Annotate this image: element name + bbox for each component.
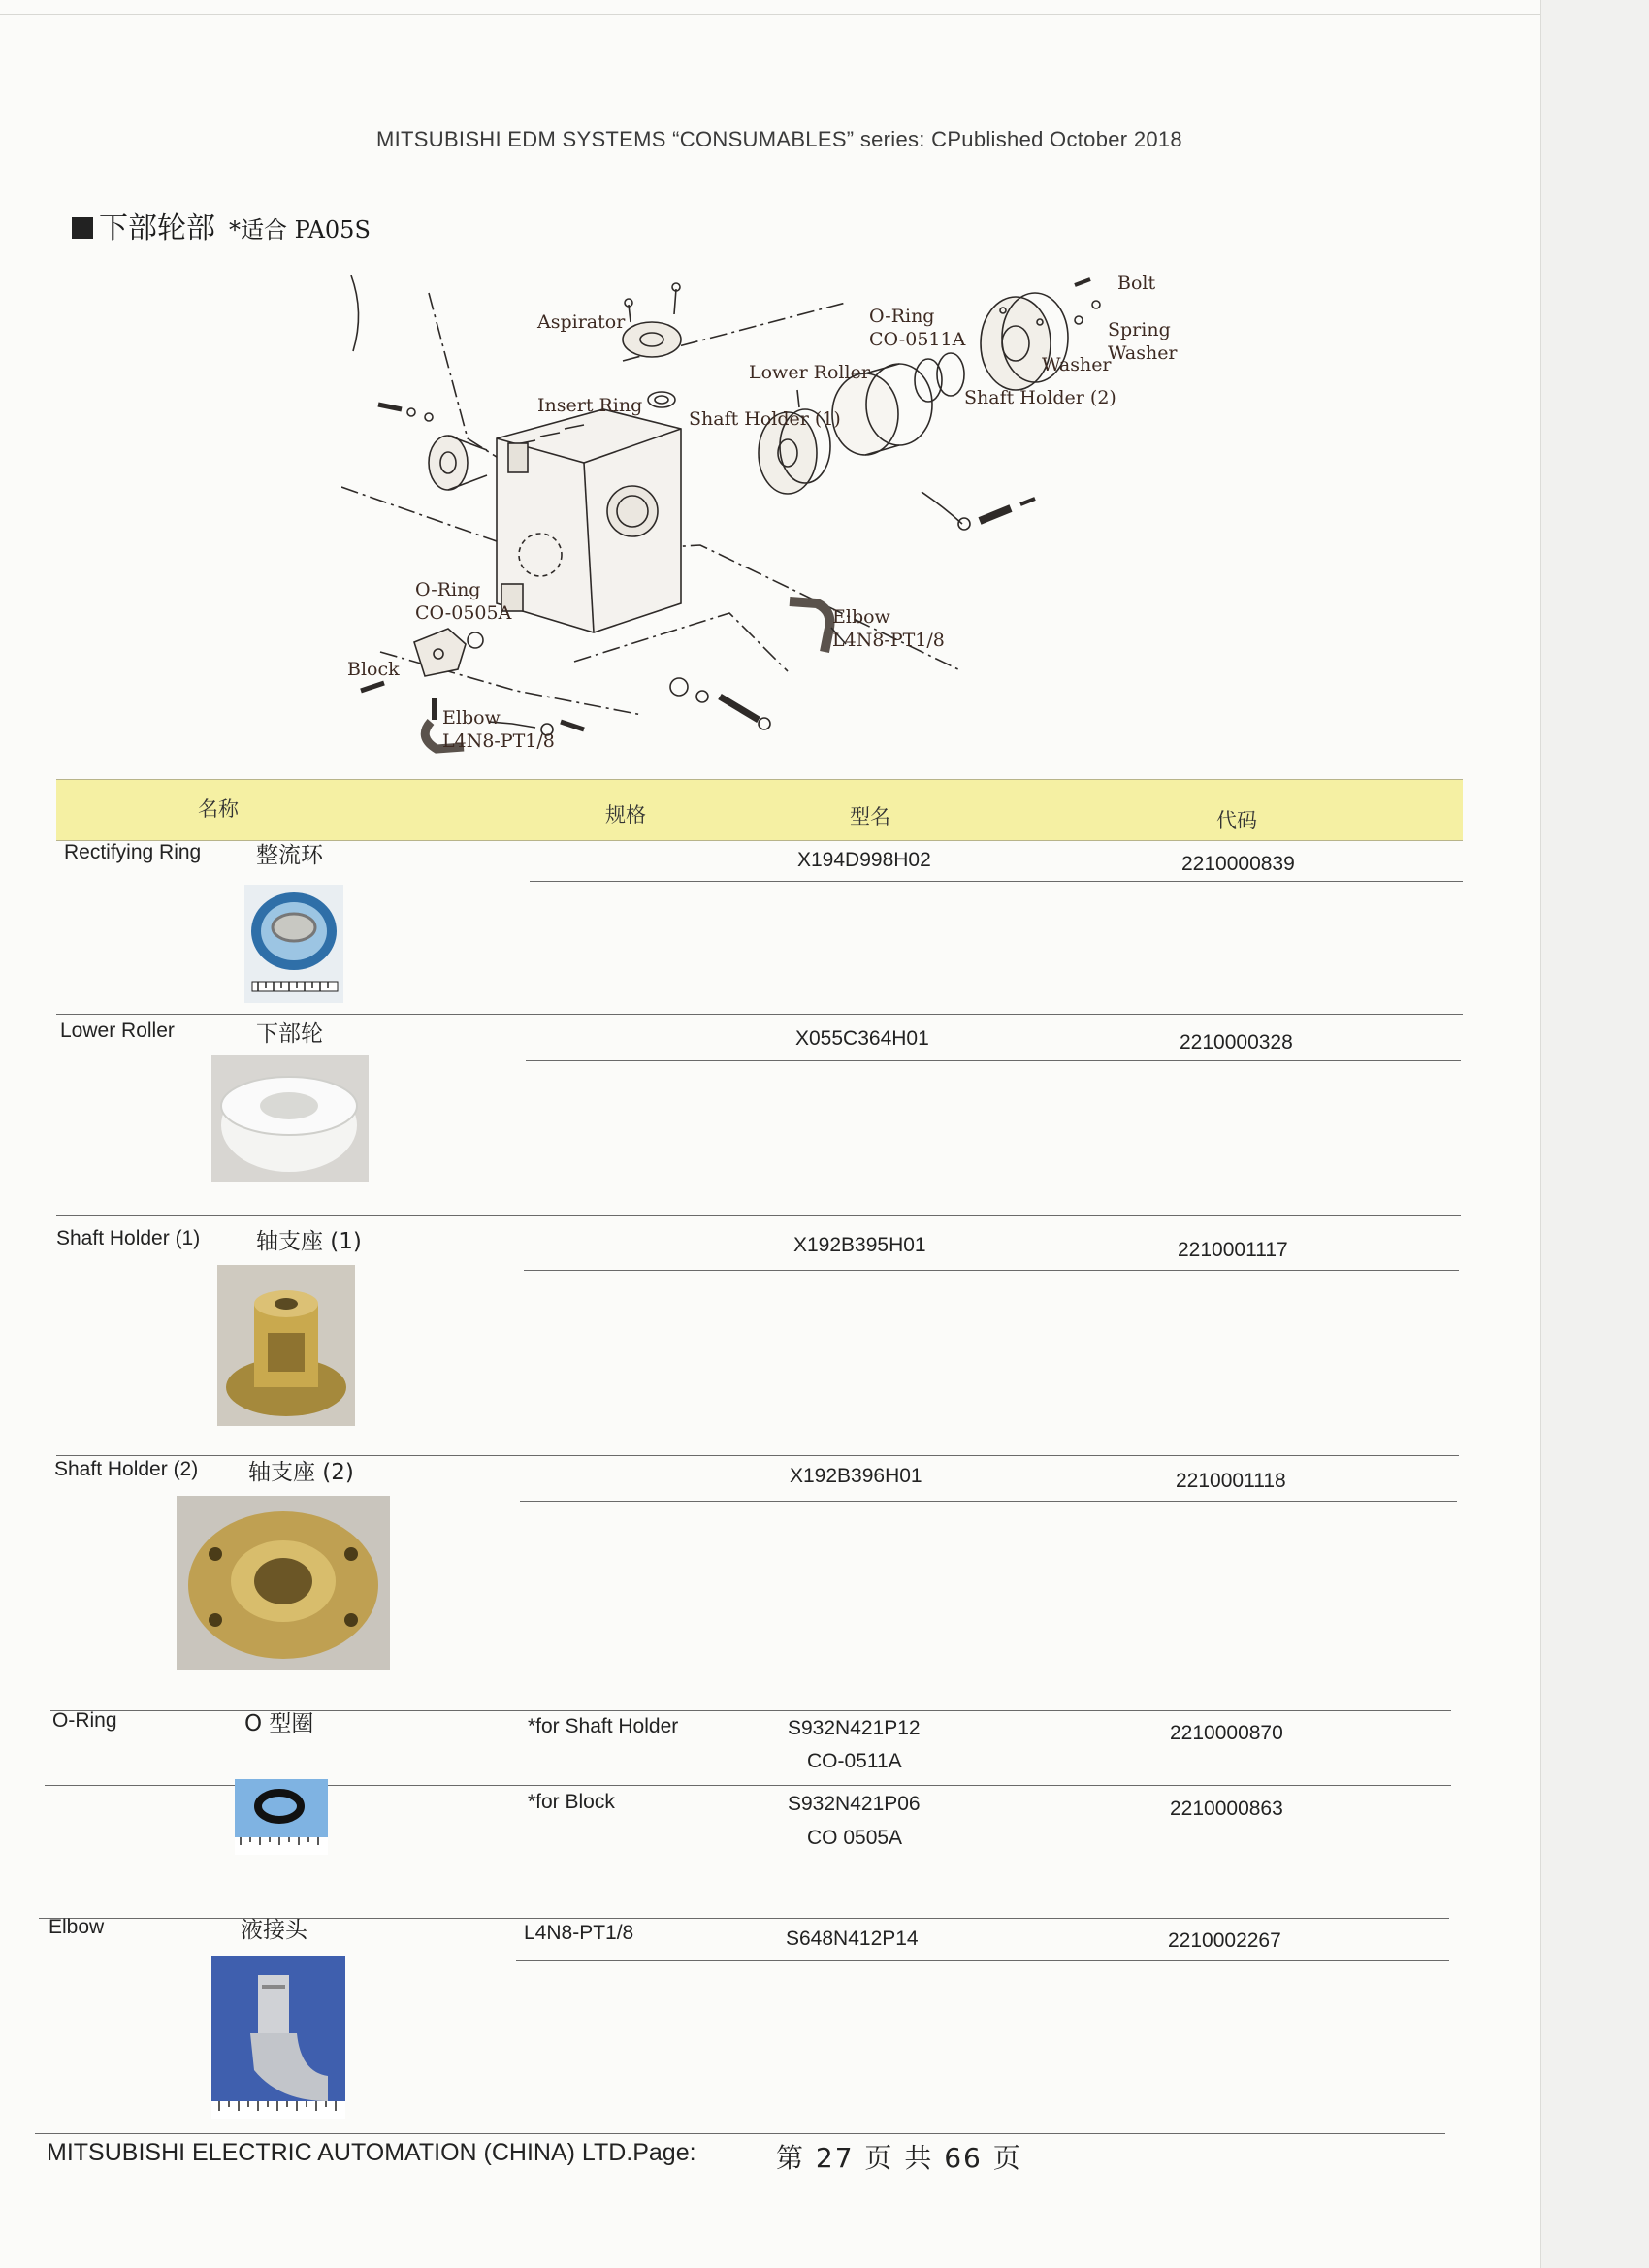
square-bullet-icon <box>72 217 93 239</box>
col-model-header: 型名 <box>850 805 890 828</box>
label-elbow-bottom: Elbow <box>442 707 501 729</box>
label-insert-ring: Insert Ring <box>537 395 643 416</box>
label-oring-left-code: CO-0505A <box>415 602 512 624</box>
row-model-b: S932N421P06 <box>788 1793 921 1815</box>
label-oring-left: O-Ring <box>415 579 481 600</box>
row-name-en: Rectifying Ring <box>64 841 202 863</box>
label-lower-roller: Lower Roller <box>749 362 870 383</box>
label-shaft-holder-2: Shaft Holder (2) <box>964 387 1116 408</box>
label-oring-top-code: CO-0511A <box>869 329 966 350</box>
label-block: Block <box>347 659 400 680</box>
section-fit-note: *适合 PA05S <box>229 216 371 243</box>
row-bottom-border <box>35 2133 1445 2134</box>
label-elbow-bottom-code: L4N8-PT1/8 <box>442 730 555 752</box>
row-name-zh: 轴支座 (1) <box>256 1229 362 1254</box>
col-code-header: 代码 <box>1216 809 1257 832</box>
row-bottom-border <box>56 1014 1463 1015</box>
row-code: 2210002267 <box>1168 1929 1281 1952</box>
col-spec-header: 规格 <box>605 803 646 826</box>
row-spec-b: *for Block <box>528 1791 615 1813</box>
row-name-zh: 轴支座 (2) <box>248 1460 354 1485</box>
label-spring: Spring <box>1108 319 1171 340</box>
lower-roller-photo <box>211 1055 369 1182</box>
rectifying-ring-photo <box>244 885 343 1003</box>
row-model: X192B395H01 <box>793 1234 926 1256</box>
row-code: 2210000870 <box>1170 1722 1283 1744</box>
row-model-b-alt: CO 0505A <box>807 1827 903 1849</box>
oring-photo <box>235 1779 328 1855</box>
section-title-text: 下部轮部 <box>99 211 215 245</box>
row-code: 2210000328 <box>1180 1031 1293 1053</box>
label-aspirator: Aspirator <box>537 311 626 333</box>
label-oring-top: O-Ring <box>869 306 935 327</box>
shaft-holder-2-photo <box>177 1496 390 1670</box>
row-spec: *for Shaft Holder <box>528 1715 679 1737</box>
label-spring-washer: Washer <box>1108 342 1178 364</box>
label-shaft-holder-1: Shaft Holder (1) <box>689 408 841 430</box>
footer-page-number: 第 27 页 共 66 页 <box>776 2142 1022 2174</box>
page-right-edge <box>1540 0 1649 2268</box>
row-divider <box>526 1060 1461 1061</box>
row-name-zh: O 型圈 <box>244 1711 314 1736</box>
label-bolt: Bolt <box>1117 273 1156 294</box>
row-model: S932N421P12 <box>788 1717 921 1739</box>
row-name-en: Elbow <box>48 1916 105 1938</box>
row-divider <box>524 1270 1459 1271</box>
row-code-b: 2210000863 <box>1170 1798 1283 1820</box>
label-elbow-right-code: L4N8-PT1/8 <box>832 630 945 651</box>
row-bottom-border <box>56 1215 1461 1216</box>
row-model-alt: CO-0511A <box>807 1750 902 1772</box>
row-name-en: Shaft Holder (1) <box>56 1227 201 1249</box>
row-name-zh: 下部轮 <box>256 1021 323 1047</box>
section-title <box>72 204 371 246</box>
label-elbow-right: Elbow <box>832 606 890 628</box>
col-name-header: 名称 <box>198 797 239 821</box>
page-top-edge <box>0 0 1540 15</box>
row-spec: L4N8-PT1/8 <box>524 1922 634 1944</box>
row-model: S648N412P14 <box>786 1928 919 1950</box>
elbow-photo <box>211 1956 345 2119</box>
label-washer: Washer <box>1042 354 1112 375</box>
row-name-zh: 液接头 <box>241 1918 307 1943</box>
row-code: 2210001118 <box>1176 1470 1286 1492</box>
row-name-zh: 整流环 <box>256 843 323 868</box>
exploded-assembly-diagram <box>341 264 1195 768</box>
row-name-en: O-Ring <box>52 1709 117 1732</box>
row-divider <box>520 1501 1457 1502</box>
row-name-en: Shaft Holder (2) <box>54 1458 199 1480</box>
row-divider <box>530 881 1463 882</box>
table-header <box>56 779 1463 841</box>
row-model: X055C364H01 <box>795 1027 929 1050</box>
footer-company: MITSUBISHI ELECTRIC AUTOMATION (CHINA) LTD.Page: <box>47 2139 696 2166</box>
row-code: 2210001117 <box>1178 1239 1288 1261</box>
document-header: MITSUBISHI EDM SYSTEMS “CONSUMABLES” series: CPublished October 2018 <box>376 127 1182 151</box>
row-code: 2210000839 <box>1181 853 1295 875</box>
row-name-en: Lower Roller <box>60 1020 175 1042</box>
row-divider <box>516 1960 1449 1961</box>
shaft-holder-1-photo <box>217 1265 355 1426</box>
row-model: X194D998H02 <box>797 849 931 871</box>
row-model: X192B396H01 <box>790 1465 922 1487</box>
